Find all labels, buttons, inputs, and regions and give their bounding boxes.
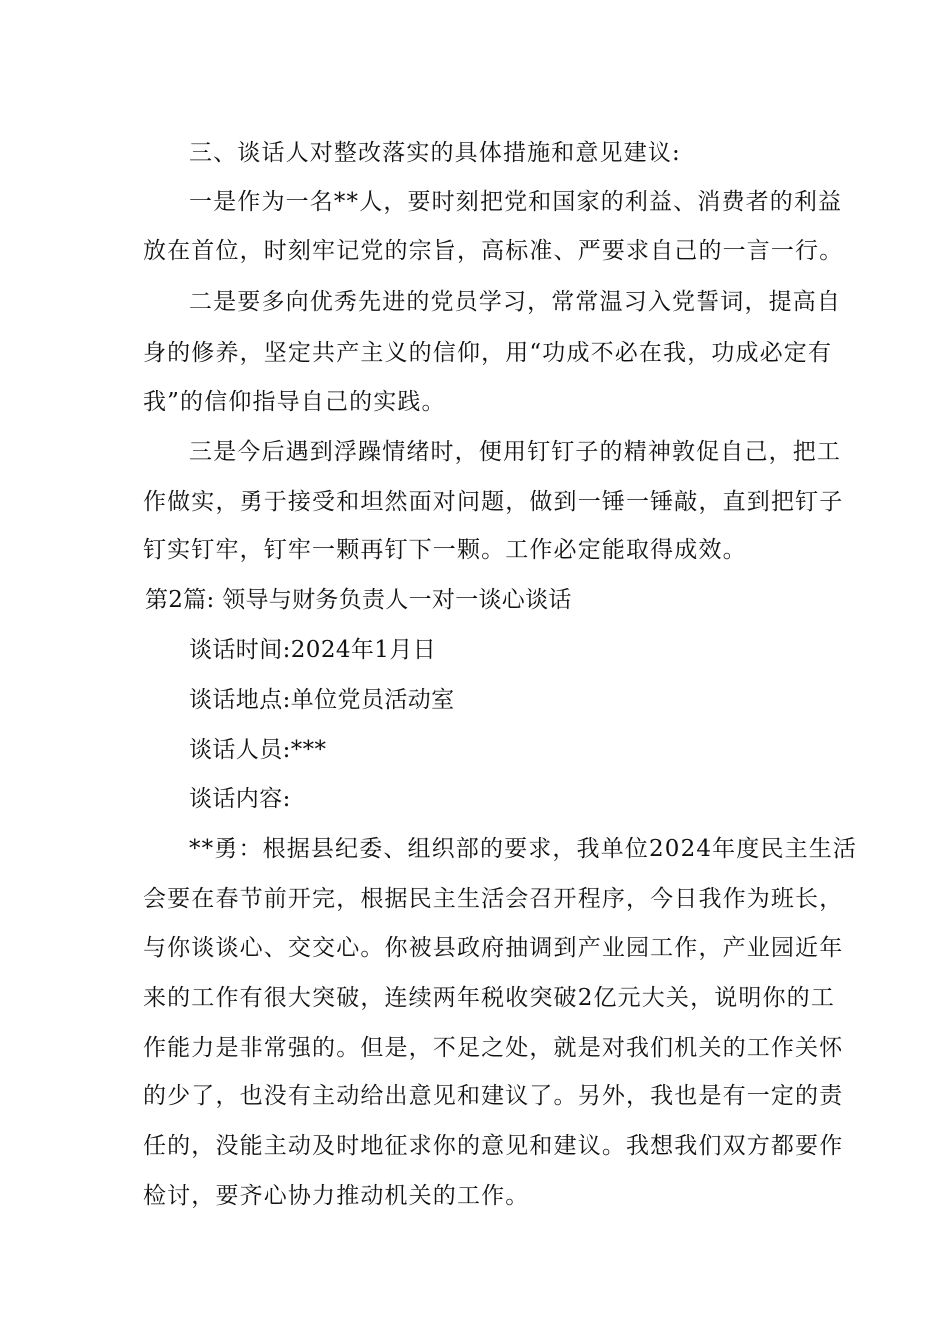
paragraph-line: 放在首位，时刻牢记党的宗旨，高标准、严要求自己的一言一行。 [143, 238, 844, 264]
paragraph-line: 检讨，要齐心协力推动机关的工作。 [143, 1183, 530, 1209]
paragraph-line: 任的，没能主动及时地征求你的意见和建议。我想我们双方都要作 [143, 1133, 844, 1159]
article-title: 第2篇: 领导与财务负责人一对一谈心谈话 [145, 587, 572, 613]
paragraph-line: 作能力是非常强的。但是，不足之处，就是对我们机关的工作关怀 [143, 1035, 844, 1061]
paragraph-line: 二是要多向优秀先进的党员学习，常常温习入党誓词，提高自 [189, 289, 842, 315]
paragraph-line: **勇：根据县纪委、组织部的要求，我单位2024年度民主生活 [189, 836, 858, 862]
paragraph-line: 与你谈谈心、交交心。你被县政府抽调到产业园工作，产业园近年 [143, 935, 844, 961]
paragraph-line: 一是作为一名**人，要时刻把党和国家的利益、消费者的利益 [189, 189, 843, 215]
paragraph-line: 我”的信仰指导自己的实践。 [143, 389, 446, 415]
paragraph-line: 钉实钉牢，钉牢一颗再钉下一颗。工作必定能取得成效。 [143, 537, 747, 563]
meta-location: 谈话地点:单位党员活动室 [189, 687, 455, 713]
paragraph-line: 会要在春节前开完，根据民主生活会召开程序，今日我作为班长， [143, 886, 844, 912]
paragraph-line: 的少了，也没有主动给出意见和建议了。另外，我也是有一定的责 [143, 1083, 844, 1109]
meta-content: 谈话内容: [189, 786, 291, 812]
meta-people: 谈话人员:*** [189, 737, 327, 763]
paragraph-line: 身的修养，坚定共产主义的信仰，用“功成不必在我，功成必定有 [143, 340, 833, 366]
paragraph-line: 来的工作有很大突破，连续两年税收突破2亿元大关，说明你的工 [143, 985, 835, 1011]
paragraph-line: 三是今后遇到浮躁情绪时，便用钉钉子的精神敦促自己，把工 [189, 439, 842, 465]
meta-time: 谈话时间:2024年1月日 [189, 637, 437, 663]
section-heading: 三、谈话人对整改落实的具体措施和意见建议: [189, 140, 681, 166]
paragraph-line: 作做实，勇于接受和坦然面对问题，做到一锤一锤敲，直到把钉子 [143, 489, 844, 515]
